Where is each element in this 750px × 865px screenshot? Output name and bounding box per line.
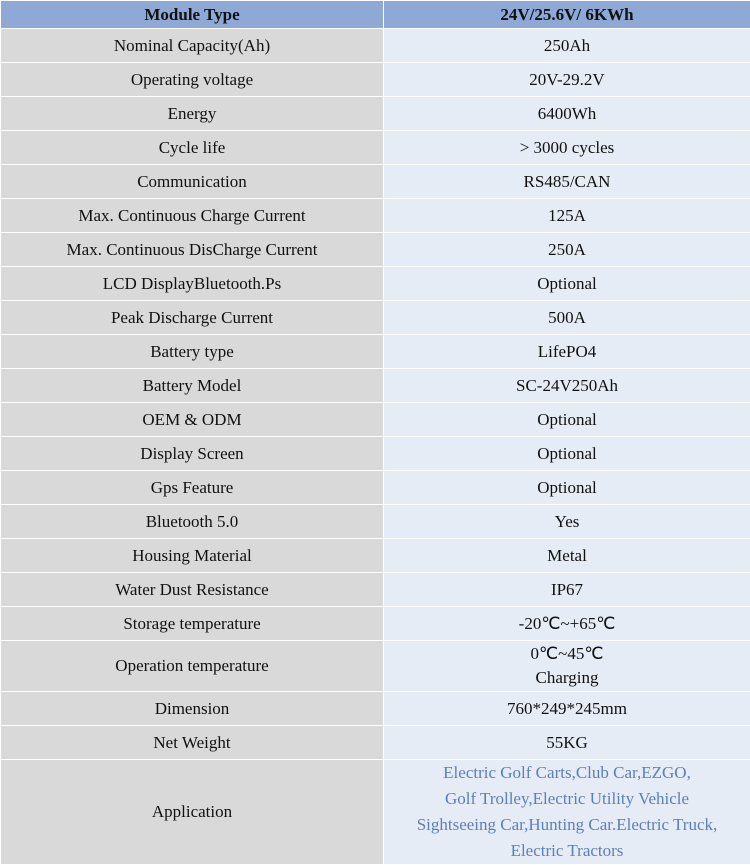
table-row bbox=[1, 131, 750, 165]
row-key: OEM & ODM bbox=[1, 403, 384, 437]
table-row bbox=[1, 199, 750, 233]
row-key: Display Screen bbox=[1, 437, 384, 471]
table-row bbox=[1, 641, 750, 692]
table-row bbox=[1, 726, 750, 760]
row-key: Net Weight bbox=[1, 726, 384, 760]
row-value: 500A bbox=[384, 301, 750, 335]
row-key: Energy bbox=[1, 97, 384, 131]
row-key: Communication bbox=[1, 165, 384, 199]
table-row bbox=[1, 607, 750, 641]
row-key: Nominal Capacity(Ah) bbox=[1, 29, 384, 63]
row-value: Metal bbox=[384, 539, 750, 573]
application-row bbox=[1, 760, 750, 865]
row-key: Water Dust Resistance bbox=[1, 573, 384, 607]
row-value: 6400Wh bbox=[384, 97, 750, 131]
row-key: LCD DisplayBluetooth.Ps bbox=[1, 267, 384, 301]
row-value: 20V-29.2V bbox=[384, 63, 750, 97]
table-row bbox=[1, 97, 750, 131]
table-row bbox=[1, 369, 750, 403]
row-key: Housing Material bbox=[1, 539, 384, 573]
table-row bbox=[1, 437, 750, 471]
row-key: Battery Model bbox=[1, 369, 384, 403]
table-row bbox=[1, 403, 750, 437]
application-line: Sightseeing Car,Hunting Car.Electric Truck, bbox=[388, 812, 746, 838]
row-key: Operating voltage bbox=[1, 63, 384, 97]
row-value: Optional bbox=[384, 403, 750, 437]
table-row bbox=[1, 29, 750, 63]
row-key: Storage temperature bbox=[1, 607, 384, 641]
table-row bbox=[1, 267, 750, 301]
row-key: Operation temperature bbox=[1, 641, 384, 692]
row-value: -20℃~+65℃ bbox=[384, 607, 750, 641]
table-row bbox=[1, 505, 750, 539]
row-key: Max. Continuous Charge Current bbox=[1, 199, 384, 233]
row-value: RS485/CAN bbox=[384, 165, 750, 199]
row-key: Peak Discharge Current bbox=[1, 301, 384, 335]
application-line: Electric Tractors bbox=[388, 838, 746, 864]
row-value: > 3000 cycles bbox=[384, 131, 750, 165]
row-key: Dimension bbox=[1, 692, 384, 726]
table-header-row bbox=[1, 1, 750, 29]
table-row bbox=[1, 335, 750, 369]
table-row bbox=[1, 301, 750, 335]
row-value: LifePO4 bbox=[384, 335, 750, 369]
row-value bbox=[384, 641, 750, 692]
row-value: Yes bbox=[384, 505, 750, 539]
table-row bbox=[1, 165, 750, 199]
value-line: 0℃~45℃ bbox=[388, 642, 746, 666]
row-value: Optional bbox=[384, 437, 750, 471]
table-row bbox=[1, 573, 750, 607]
value-line: Charging bbox=[388, 666, 746, 690]
table-row bbox=[1, 471, 750, 505]
table-row bbox=[1, 233, 750, 267]
table-row bbox=[1, 692, 750, 726]
row-key: Gps Feature bbox=[1, 471, 384, 505]
row-value: Optional bbox=[384, 267, 750, 301]
row-key: Bluetooth 5.0 bbox=[1, 505, 384, 539]
application-key: Application bbox=[1, 760, 384, 865]
row-key: Cycle life bbox=[1, 131, 384, 165]
table-row bbox=[1, 539, 750, 573]
row-value: 250A bbox=[384, 233, 750, 267]
row-value: 250Ah bbox=[384, 29, 750, 63]
application-line: Golf Trolley,Electric Utility Vehicle bbox=[388, 786, 746, 812]
row-value: Optional bbox=[384, 471, 750, 505]
row-value: 125A bbox=[384, 199, 750, 233]
application-value bbox=[384, 760, 750, 865]
row-key: Battery type bbox=[1, 335, 384, 369]
application-line: Electric Golf Carts,Club Car,EZGO, bbox=[388, 760, 746, 786]
table-row bbox=[1, 63, 750, 97]
row-value: SC-24V250Ah bbox=[384, 369, 750, 403]
header-key: Module Type bbox=[1, 1, 384, 29]
row-value: 760*249*245mm bbox=[384, 692, 750, 726]
header-value: 24V/25.6V/ 6KWh bbox=[384, 1, 750, 29]
row-key: Max. Continuous DisCharge Current bbox=[1, 233, 384, 267]
row-value: 55KG bbox=[384, 726, 750, 760]
row-value: IP67 bbox=[384, 573, 750, 607]
